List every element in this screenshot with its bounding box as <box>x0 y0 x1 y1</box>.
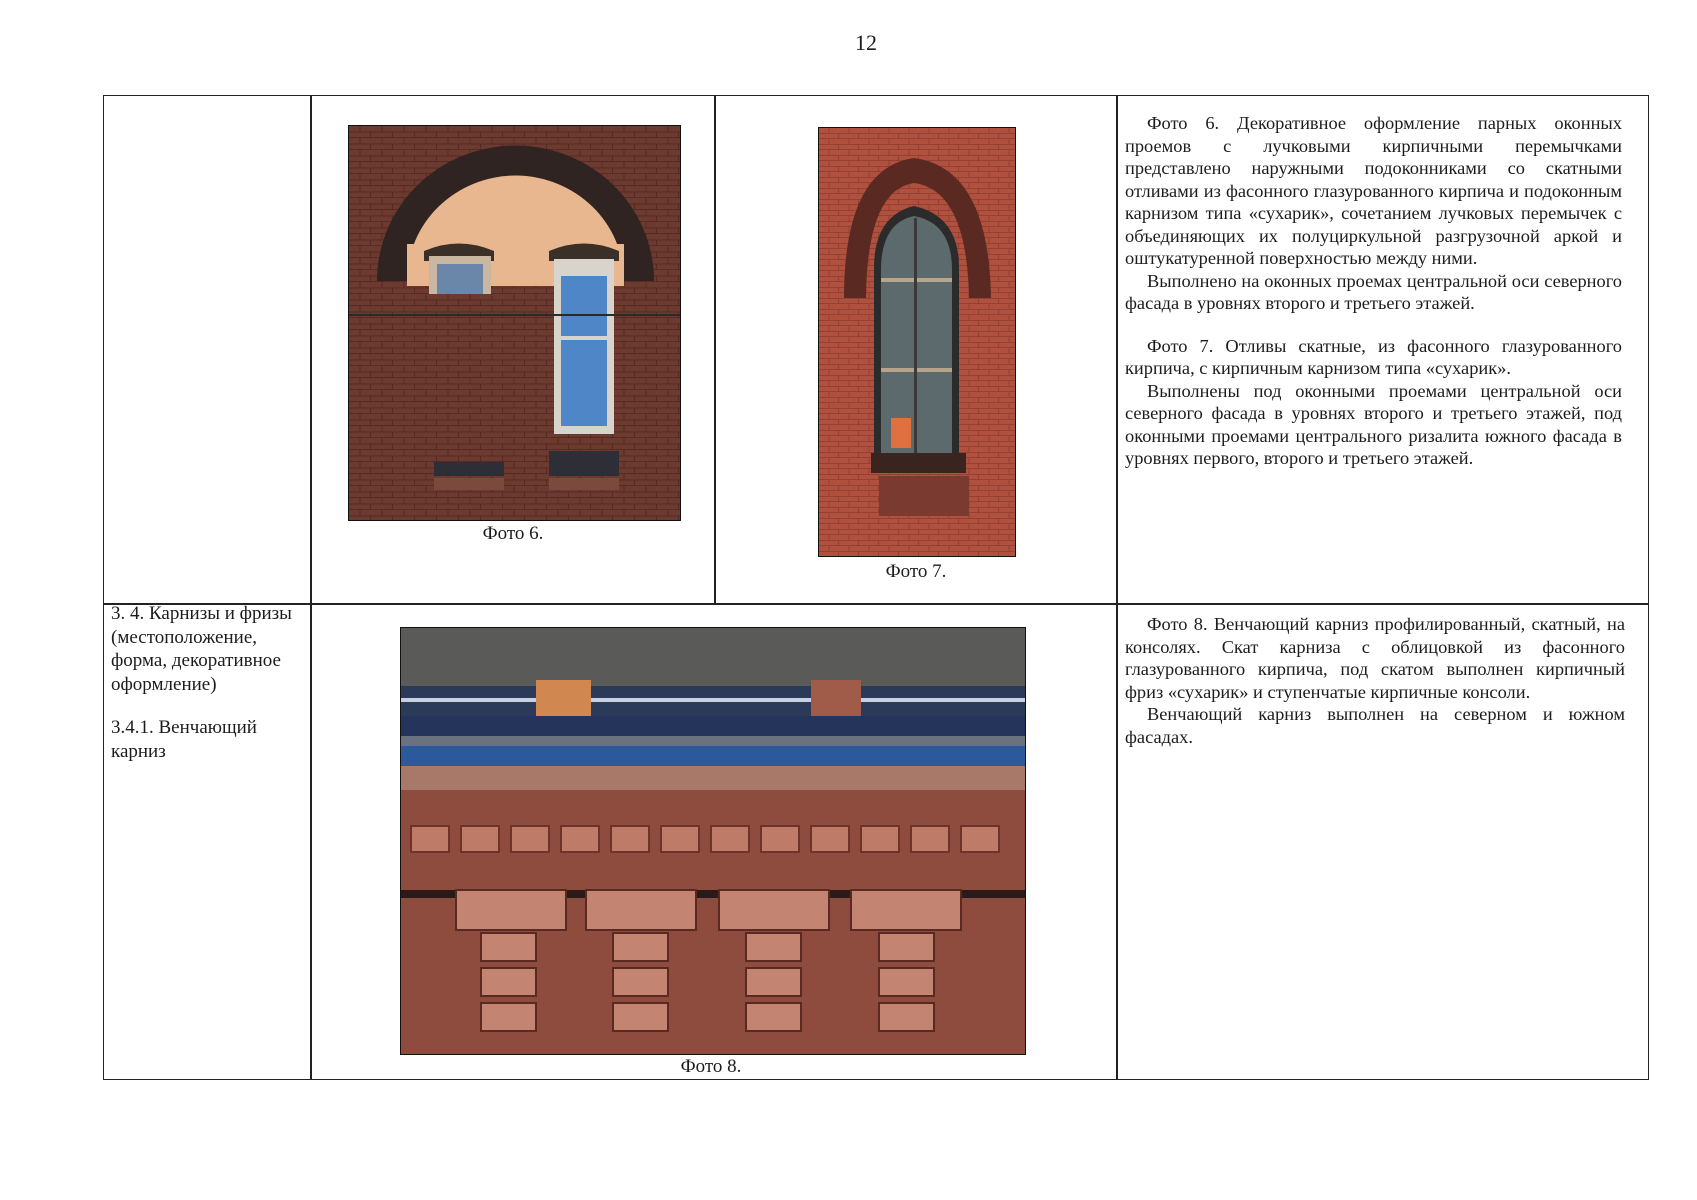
photo-6-7-description <box>1125 112 1622 470</box>
photo-6 <box>348 125 681 521</box>
photo-7 <box>818 127 1016 557</box>
section-heading: 3. 4. Карнизы и фризы (местоположение, форма, декоративное оформление) <box>111 603 292 695</box>
photo-6-location: Выполнено на оконных проемах центральной оси северного фасада в уровнях второго и третьего этажей. <box>1125 270 1622 313</box>
table-column-divider <box>1116 95 1118 1080</box>
photo-8-location: Венчающий карниз выполнен на северном и южном фасадах. <box>1125 704 1625 747</box>
photo-8-caption: Фото 8. <box>680 1056 742 1077</box>
photo-6-caption: Фото 6. <box>482 523 544 544</box>
photo-6-description: Фото 6. Декоративное оформление парных оконных проемов с лучковыми кирпичными перемычками представлено наружными подоконниками со скатными отливами из фасонного глазурованного кирпича и подоконным карнизом типа «сухарик», сочетанием лучковых перемычек с объединяющих их полуциркульной разгрузочной аркой и оштукатуренной поверхностью между ними. <box>1125 113 1622 268</box>
section-label-cell <box>111 602 301 763</box>
photo-8 <box>400 627 1026 1055</box>
photo-8-description: Фото 8. Венчающий карниз профилированный, скатный, на консолях. Скат карниза с облицовкой из фасонного глазурованного кирпича, под скатом выполнен кирпичный фриз «сухарик» и ступенчатые кирпичные консоли. <box>1125 614 1625 702</box>
page-number: 12 <box>855 30 877 55</box>
photo-7-caption: Фото 7. <box>885 561 947 582</box>
photo-7-location: Выполнены под оконными проемами центральной оси северного фасада в уровнях второго и третьего этажей, под оконными проемами центрального ризалита южного фасада в уровнях первого, второго и третьего этажей. <box>1125 380 1622 468</box>
photo-7-description: Фото 7. Отливы скатные, из фасонного глазурованного кирпича, с кирпичным карнизом типа «сухарик». <box>1125 335 1622 378</box>
table-column-divider <box>310 95 312 1080</box>
photo-8-description-cell <box>1125 613 1625 748</box>
subsection-heading: 3.4.1. Венчающий карниз <box>111 717 257 762</box>
table-row-divider <box>103 603 1649 605</box>
table-column-divider <box>714 95 716 605</box>
